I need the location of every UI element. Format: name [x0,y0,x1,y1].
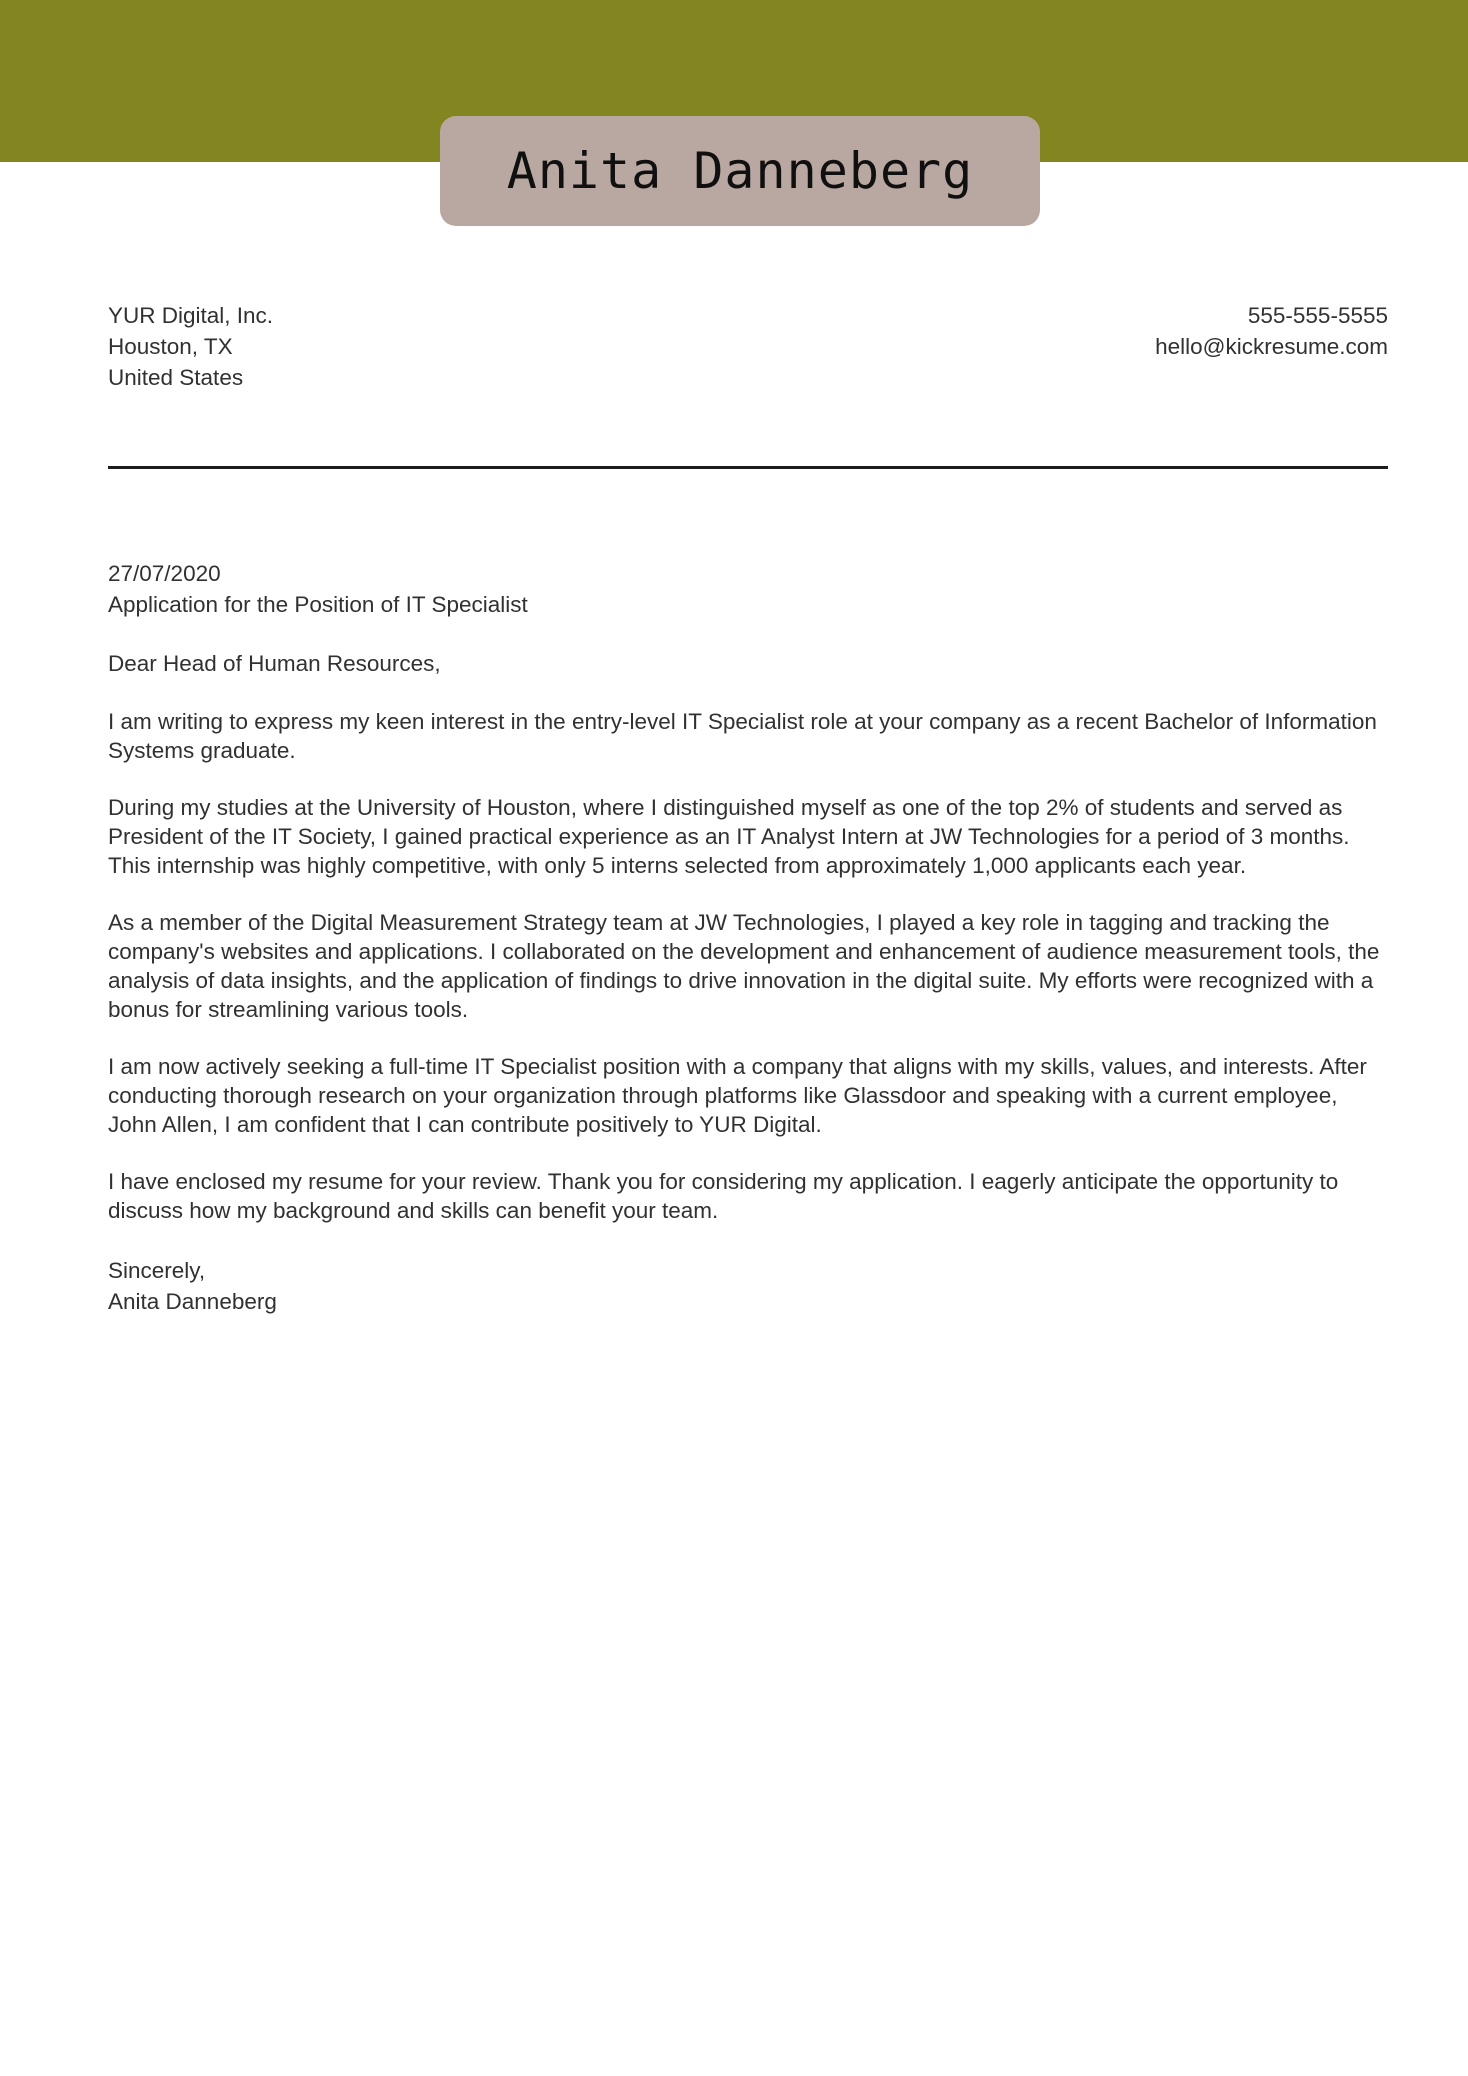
signature-name: Anita Danneberg [108,1289,277,1314]
recipient-city-state: Houston, TX [108,334,233,359]
letter-paragraph: I am now actively seeking a full-time IT Specialist position with a company that aligns with my skills, values, and interests. After conducting thorough research on your organization through platforms like Glassdoor and speaking with a current employee, John Allen, I am confident that I can contribute positively to YUR Digital. [108,1054,1367,1137]
closing-phrase: Sincerely, [108,1258,206,1283]
letter-paragraph: During my studies at the University of Houston, where I distinguished myself as one of the top 2% of students and served as President of the IT Society, I gained practical experience as an IT Analyst Intern at JW Technologies for a period of 3 months. This internship was highly competitive, with only 5 interns selected from approximately 1,000 applicants each year. [108,795,1350,878]
sender-email: hello@kickresume.com [1155,334,1388,359]
letter-body [108,558,1388,1317]
letter-paragraph: I am writing to express my keen interest in the entry-level IT Specialist role at your company as a recent Bachelor of Information Systems graduate. [108,709,1377,763]
letter-paragraph: As a member of the Digital Measurement Strategy team at JW Technologies, I played a key role in tagging and tracking the company's websites and applications. I collaborated on the development and enhancement of audience measurement tools, the analysis of data insights, and the application of findings to drive innovation in the digital suite. My efforts were recognized with a bonus for streamlining various tools. [108,910,1380,1022]
applicant-name: Anita Danneberg [506,142,974,200]
header-divider-rule [108,466,1388,469]
sender-contact-block [1155,300,1388,362]
letter-signoff [108,1255,1388,1317]
letter-salutation: Dear Head of Human Resources, [108,651,441,676]
letter-subject: Application for the Position of IT Specialist [108,592,528,617]
letter-paragraph: I have enclosed my resume for your review. Thank you for considering my application. I eagerly anticipate the opportunity to discuss how my background and skills can benefit your team. [108,1169,1339,1223]
letter-date: 27/07/2020 [108,561,221,586]
sender-phone: 555-555-5555 [1247,303,1388,328]
contact-row [108,300,1388,393]
recipient-company: YUR Digital, Inc. [108,303,274,328]
name-plate [440,116,1040,226]
recipient-country: United States [108,365,244,390]
recipient-address-block [108,300,273,393]
